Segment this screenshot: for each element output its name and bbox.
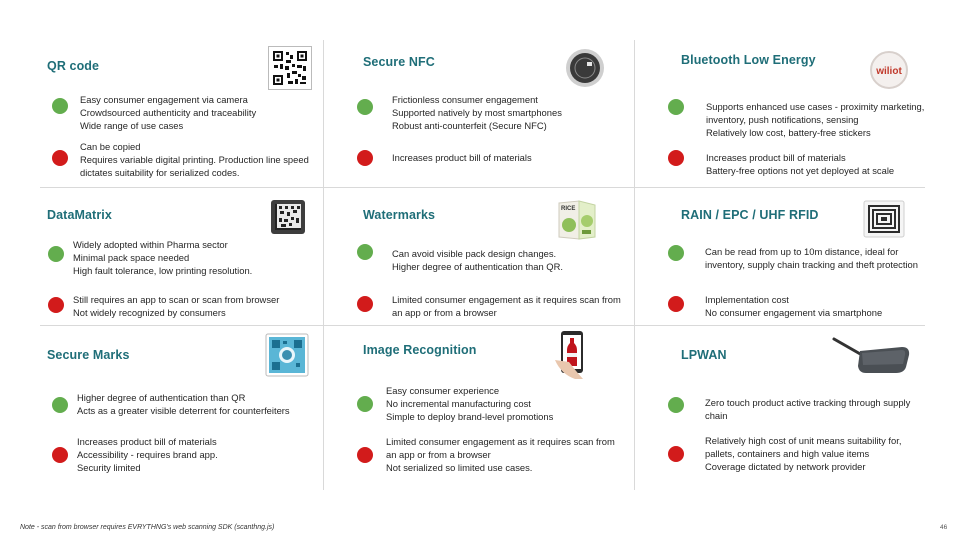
con-indicator xyxy=(668,446,684,462)
pro-item: No incremental manufacturing cost xyxy=(386,398,531,409)
cell-title-secure-nfc: Secure NFC xyxy=(363,55,435,69)
rice-pack-label: RICE xyxy=(561,206,576,212)
pro-item: Supports enhanced use cases - proximity marketing, inventory, push notifications, sensing xyxy=(706,101,925,125)
pro-item: Frictionless consumer engagement xyxy=(392,94,538,105)
datamatrix-icon xyxy=(271,200,305,234)
cell-title-image-recognition: Image Recognition xyxy=(363,343,477,357)
cons-list-image-recognition xyxy=(386,435,621,474)
qr-code-icon xyxy=(268,46,312,90)
row-divider-1 xyxy=(40,187,925,188)
pro-indicator xyxy=(668,245,684,261)
con-item: Not widely recognized by consumers xyxy=(73,307,226,318)
con-item: Coverage dictated by network provider xyxy=(705,461,866,472)
cons-list-secure-nfc xyxy=(392,151,532,164)
cons-list-ble xyxy=(706,151,894,177)
pro-item: Easy consumer experience xyxy=(386,385,500,396)
con-indicator xyxy=(52,150,68,166)
pro-item: Can be read from up to 10m distance, ideal for inventory, supply chain tracking and theft protection xyxy=(705,246,918,270)
pros-list-secure-nfc xyxy=(392,93,562,132)
con-item: Increases product bill of materials xyxy=(77,436,217,447)
pro-item: Robust anti-counterfeit (Secure NFC) xyxy=(392,120,547,131)
cell-title-bluetooth-low-energy: Bluetooth Low Energy xyxy=(681,53,816,67)
rice-pack-icon xyxy=(555,197,599,241)
con-indicator xyxy=(357,150,373,166)
pro-indicator xyxy=(52,98,68,114)
pro-indicator xyxy=(357,396,373,412)
cons-list-watermarks xyxy=(392,293,622,319)
con-item: Still requires an app to scan or scan from browser xyxy=(73,294,280,305)
con-indicator xyxy=(48,297,64,313)
con-item: Not serialized so limited use cases. xyxy=(386,462,533,473)
con-indicator xyxy=(668,150,684,166)
page-number: 46 xyxy=(940,524,948,531)
pro-item: Higher degree of authentication than QR xyxy=(77,392,246,403)
pros-list-secure-marks xyxy=(77,391,290,417)
cons-list-datamatrix xyxy=(73,293,279,319)
secure-mark-icon xyxy=(265,333,309,377)
pros-list-lpwan xyxy=(705,396,930,422)
cell-title-qr-code: QR code xyxy=(47,59,100,73)
pro-item: Easy consumer engagement via camera xyxy=(80,94,248,105)
column-divider-2 xyxy=(634,40,635,490)
pro-item: Minimal pack space needed xyxy=(73,252,190,263)
ble-sticker-icon xyxy=(867,48,911,92)
pro-item: Higher degree of authentication than QR. xyxy=(392,261,563,272)
con-indicator xyxy=(668,296,684,312)
con-item: Increases product bill of materials xyxy=(706,152,846,163)
con-item: Security limited xyxy=(77,462,141,473)
con-item: Battery-free options not yet deployed at scale xyxy=(706,165,895,176)
pro-item: Relatively low cost, battery-free stickers xyxy=(706,127,871,138)
con-item: No consumer engagement via smartphone xyxy=(705,307,883,318)
pros-list-ble xyxy=(706,100,926,139)
cons-list-lpwan xyxy=(705,434,930,473)
pros-list-watermarks xyxy=(392,247,563,273)
row-divider-2 xyxy=(40,325,925,326)
column-divider-1 xyxy=(323,40,324,490)
pro-item: Wide range of use cases xyxy=(80,120,184,131)
pro-indicator xyxy=(52,397,68,413)
footer-note: Note - scan from browser requires EVRYTHNG's web scanning SDK (scanthng.js) xyxy=(20,524,275,531)
pro-item: Zero touch product active tracking through supply chain xyxy=(705,397,911,421)
con-item: Implementation cost xyxy=(705,294,789,305)
con-item: Limited consumer engagement as it requires scan from an app or from a browser xyxy=(392,294,621,318)
pro-item: Acts as a greater visible deterrent for counterfeiters xyxy=(77,405,290,416)
con-item: Limited consumer engagement as it requires scan from an app or from a browser xyxy=(386,436,615,460)
con-indicator xyxy=(52,447,68,463)
cell-title-datamatrix: DataMatrix xyxy=(47,208,112,222)
cell-title-secure-marks: Secure Marks xyxy=(47,348,130,362)
ble-sticker-label: wiliot xyxy=(876,66,902,77)
cons-list-secure-marks xyxy=(77,435,218,474)
pros-list-datamatrix xyxy=(73,238,252,277)
con-item: Accessibility - requires brand app. xyxy=(77,449,218,460)
cons-list-rfid xyxy=(705,293,882,319)
cell-title-lpwan: LPWAN xyxy=(681,348,727,362)
pro-indicator xyxy=(48,246,64,262)
pro-item: Widely adopted within Pharma sector xyxy=(73,239,228,250)
con-indicator xyxy=(357,296,373,312)
con-item: Can be copied xyxy=(80,141,141,152)
pros-list-rfid xyxy=(705,245,920,271)
lpwan-tracker-icon xyxy=(832,333,912,377)
cell-title-rfid: RAIN / EPC / UHF RFID xyxy=(681,208,819,222)
pro-indicator xyxy=(357,244,373,260)
pros-list-qr-code xyxy=(80,93,256,132)
con-item: Requires variable digital printing. Production line speed dictates suitability for serialized codes. xyxy=(80,154,309,178)
pro-item: Can avoid visible pack design changes. xyxy=(392,248,557,259)
pro-indicator xyxy=(668,99,684,115)
pro-item: High fault tolerance, low printing resolution. xyxy=(73,265,253,276)
phone-bottle-icon xyxy=(553,330,593,380)
pro-indicator xyxy=(357,99,373,115)
con-item: Increases product bill of materials xyxy=(392,152,532,163)
nfc-tag-icon xyxy=(563,46,607,90)
con-indicator xyxy=(357,447,373,463)
pro-item: Crowdsourced authenticity and traceability xyxy=(80,107,257,118)
cons-list-qr-code xyxy=(80,140,310,179)
pros-list-image-recognition xyxy=(386,384,553,423)
pro-item: Supported natively by most smartphones xyxy=(392,107,562,118)
pro-item: Simple to deploy brand-level promotions xyxy=(386,411,554,422)
cell-title-watermarks: Watermarks xyxy=(363,208,436,222)
pro-indicator xyxy=(668,397,684,413)
rfid-tag-icon xyxy=(862,197,906,241)
con-item: Relatively high cost of unit means suitability for, pallets, containers and high value items xyxy=(705,435,902,459)
